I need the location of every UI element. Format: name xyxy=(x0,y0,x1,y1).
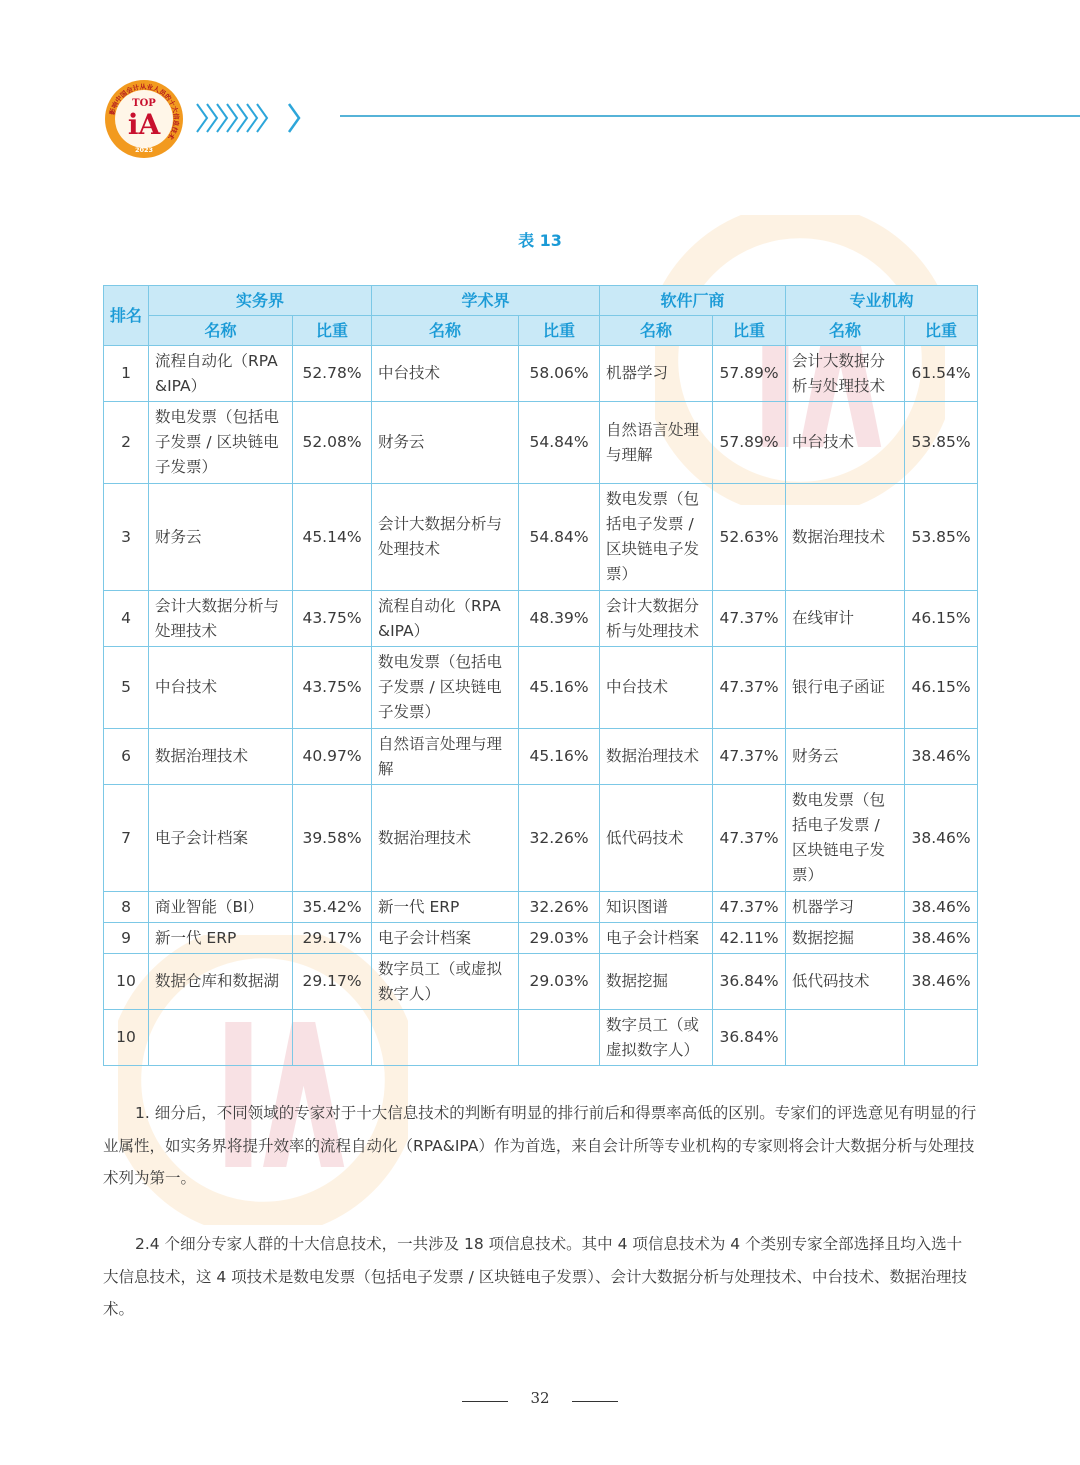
top-ia-2023-logo xyxy=(104,79,184,159)
pct-cell: 35.42% xyxy=(293,892,372,923)
ranking-table xyxy=(103,285,978,1066)
name-cell: 知识图谱 xyxy=(600,892,713,923)
paragraph-2: 2.4 个细分专家人群的十大信息技术，一共涉及 18 项信息技术。其中 4 项信息技术为 4 个类别专家全部选择且均入选十大信息技术，这 4 项技术是数电发票（包括电子发票 / 区块链电子发票）、会计大数据分析与处理技术、中台技术、数据治理技术。 xyxy=(103,1235,968,1318)
pct-cell: 32.26% xyxy=(519,892,600,923)
pct-cell: 29.17% xyxy=(293,923,372,954)
pct-cell: 29.03% xyxy=(519,923,600,954)
rank-cell: 7 xyxy=(104,785,149,892)
chevron-arrows-icon xyxy=(195,98,315,138)
name-cell: 新一代 ERP xyxy=(372,892,519,923)
name-header: 名称 xyxy=(372,316,519,346)
pct-header: 比重 xyxy=(905,316,978,346)
pct-cell: 61.54% xyxy=(905,346,978,402)
name-cell xyxy=(786,1010,905,1066)
pct-cell: 47.37% xyxy=(713,785,786,892)
rank-cell: 10 xyxy=(104,1010,149,1066)
pct-cell: 39.58% xyxy=(293,785,372,892)
rank-cell: 2 xyxy=(104,402,149,484)
pct-cell: 36.84% xyxy=(713,1010,786,1066)
table-row xyxy=(104,785,978,892)
name-cell: 数据治理技术 xyxy=(149,729,293,785)
pct-cell: 58.06% xyxy=(519,346,600,402)
group-header-academia: 学术界 xyxy=(372,286,600,316)
pct-cell: 32.26% xyxy=(519,785,600,892)
pct-cell: 43.75% xyxy=(293,591,372,647)
footer-rule xyxy=(462,1401,508,1402)
name-cell: 会计大数据分析与处理技术 xyxy=(372,484,519,591)
footer-rule xyxy=(572,1401,618,1402)
rank-cell: 8 xyxy=(104,892,149,923)
name-cell: 低代码技术 xyxy=(786,954,905,1010)
name-cell: 数据仓库和数据湖 xyxy=(149,954,293,1010)
name-cell: 数据挖掘 xyxy=(786,923,905,954)
name-cell: 流程自动化（RPA&IPA） xyxy=(149,346,293,402)
pct-cell: 38.46% xyxy=(905,729,978,785)
name-cell: 电子会计档案 xyxy=(372,923,519,954)
name-cell xyxy=(149,1010,293,1066)
name-header: 名称 xyxy=(600,316,713,346)
group-header-software-vendors: 软件厂商 xyxy=(600,286,786,316)
svg-text:iA: iA xyxy=(127,108,161,141)
pct-cell: 42.11% xyxy=(713,923,786,954)
pct-cell: 53.85% xyxy=(905,484,978,591)
pct-cell: 52.63% xyxy=(713,484,786,591)
name-cell: 数字员工（或虚拟数字人） xyxy=(600,1010,713,1066)
name-header: 名称 xyxy=(786,316,905,346)
table-row xyxy=(104,647,978,729)
pct-cell: 46.15% xyxy=(905,591,978,647)
svg-text:影响中国会计从业人员的十大信息技术: 影响中国会计从业人员的十大信息技术 xyxy=(108,82,181,142)
rank-cell: 9 xyxy=(104,923,149,954)
group-header-professional-firms: 专业机构 xyxy=(786,286,978,316)
table-row xyxy=(104,923,978,954)
name-cell: 中台技术 xyxy=(600,647,713,729)
pct-cell: 38.46% xyxy=(905,954,978,1010)
name-cell: 数电发票（包括电子发票 / 区块链电子发票） xyxy=(786,785,905,892)
name-cell: 数据治理技术 xyxy=(786,484,905,591)
group-header-practice: 实务界 xyxy=(149,286,372,316)
name-cell: 财务云 xyxy=(786,729,905,785)
name-cell: 数电发票（包括电子发票 / 区块链电子发票） xyxy=(600,484,713,591)
pct-cell: 40.97% xyxy=(293,729,372,785)
table-caption: 表 13 xyxy=(518,231,562,250)
name-cell: 数字员工（或虚拟数字人） xyxy=(372,954,519,1010)
pct-cell: 57.89% xyxy=(713,402,786,484)
pct-cell: 47.37% xyxy=(713,729,786,785)
name-cell: 电子会计档案 xyxy=(149,785,293,892)
rank-cell: 4 xyxy=(104,591,149,647)
rank-cell: 10 xyxy=(104,954,149,1010)
pct-cell xyxy=(293,1010,372,1066)
pct-cell: 48.39% xyxy=(519,591,600,647)
name-cell xyxy=(372,1010,519,1066)
table-row xyxy=(104,484,978,591)
page-footer xyxy=(0,1389,1080,1413)
pct-cell: 29.03% xyxy=(519,954,600,1010)
pct-cell: 36.84% xyxy=(713,954,786,1010)
pct-header: 比重 xyxy=(713,316,786,346)
pct-cell: 54.84% xyxy=(519,402,600,484)
name-cell: 中台技术 xyxy=(149,647,293,729)
name-cell: 流程自动化（RPA&IPA） xyxy=(372,591,519,647)
table-row xyxy=(104,346,978,402)
rank-header: 排名 xyxy=(104,286,149,346)
pct-cell: 45.16% xyxy=(519,729,600,785)
pct-header: 比重 xyxy=(293,316,372,346)
header-divider xyxy=(340,115,1080,117)
pct-cell: 38.46% xyxy=(905,785,978,892)
pct-cell: 45.16% xyxy=(519,647,600,729)
name-cell: 中台技术 xyxy=(372,346,519,402)
name-cell: 新一代 ERP xyxy=(149,923,293,954)
name-cell: 机器学习 xyxy=(600,346,713,402)
pct-cell: 52.08% xyxy=(293,402,372,484)
name-cell: 银行电子函证 xyxy=(786,647,905,729)
name-cell: 商业智能（BI） xyxy=(149,892,293,923)
table-row xyxy=(104,591,978,647)
table-row xyxy=(104,1010,978,1066)
rank-cell: 5 xyxy=(104,647,149,729)
table-row xyxy=(104,402,978,484)
pct-cell: 46.15% xyxy=(905,647,978,729)
svg-text:2023: 2023 xyxy=(134,146,154,154)
name-cell: 会计大数据分析与处理技术 xyxy=(149,591,293,647)
name-cell: 数据治理技术 xyxy=(372,785,519,892)
pct-cell: 38.46% xyxy=(905,923,978,954)
pct-cell xyxy=(519,1010,600,1066)
table-row xyxy=(104,892,978,923)
rank-cell: 3 xyxy=(104,484,149,591)
rank-cell: 1 xyxy=(104,346,149,402)
name-cell: 财务云 xyxy=(372,402,519,484)
pct-header: 比重 xyxy=(519,316,600,346)
pct-cell: 47.37% xyxy=(713,647,786,729)
pct-cell: 38.46% xyxy=(905,892,978,923)
name-cell: 机器学习 xyxy=(786,892,905,923)
pct-cell: 53.85% xyxy=(905,402,978,484)
name-cell: 自然语言处理与理解 xyxy=(600,402,713,484)
name-header: 名称 xyxy=(149,316,293,346)
name-cell: 数据治理技术 xyxy=(600,729,713,785)
name-cell: 低代码技术 xyxy=(600,785,713,892)
name-cell: 数据挖掘 xyxy=(600,954,713,1010)
name-cell: 数电发票（包括电子发票 / 区块链电子发票） xyxy=(372,647,519,729)
name-cell: 电子会计档案 xyxy=(600,923,713,954)
pct-cell: 29.17% xyxy=(293,954,372,1010)
name-cell: 会计大数据分析与处理技术 xyxy=(600,591,713,647)
pct-cell: 52.78% xyxy=(293,346,372,402)
page-number: 32 xyxy=(530,1389,550,1407)
name-cell: 财务云 xyxy=(149,484,293,591)
pct-cell: 43.75% xyxy=(293,647,372,729)
pct-cell: 47.37% xyxy=(713,591,786,647)
name-cell: 在线审计 xyxy=(786,591,905,647)
pct-cell: 54.84% xyxy=(519,484,600,591)
pct-cell: 45.14% xyxy=(293,484,372,591)
name-cell: 数电发票（包括电子发票 / 区块链电子发票） xyxy=(149,402,293,484)
name-cell: 会计大数据分析与处理技术 xyxy=(786,346,905,402)
name-cell: 中台技术 xyxy=(786,402,905,484)
table-row xyxy=(104,954,978,1010)
table-row xyxy=(104,729,978,785)
pct-cell: 57.89% xyxy=(713,346,786,402)
pct-cell xyxy=(905,1010,978,1066)
name-cell: 自然语言处理与理解 xyxy=(372,729,519,785)
svg-text:TOP: TOP xyxy=(132,98,156,109)
paragraph-1: 1. 细分后，不同领域的专家对于十大信息技术的判断有明显的排行前后和得票率高低的区别。专家们的评选意见有明显的行业属性，如实务界将提升效率的流程自动化（RPA&IPA）作为首选，来自会计所等专业机构的专家则将会计大数据分析与处理技术列为第一。 xyxy=(103,1104,977,1187)
rank-cell: 6 xyxy=(104,729,149,785)
pct-cell: 47.37% xyxy=(713,892,786,923)
